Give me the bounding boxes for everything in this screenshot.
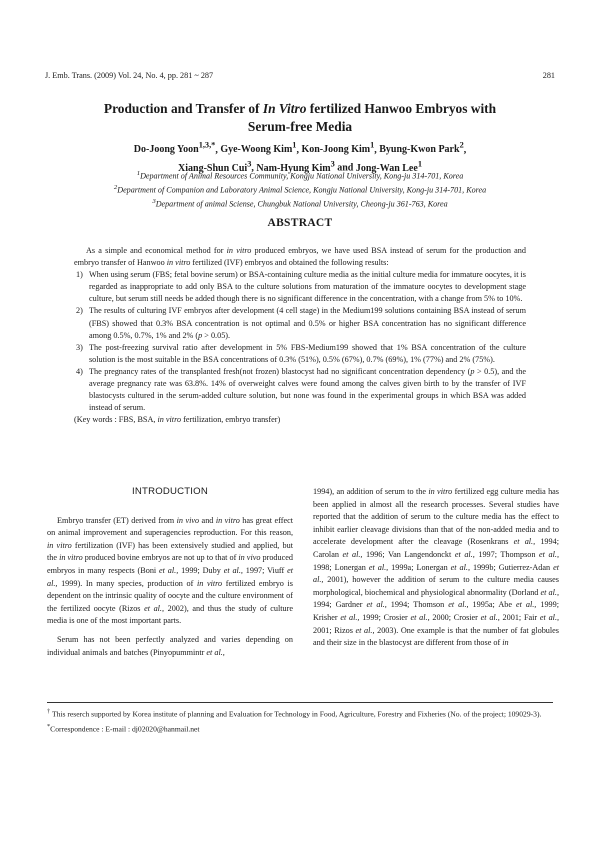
abstract-body bbox=[74, 245, 526, 426]
list-item: 1) When using serum (FBS; fetal bovine serum) or BSA-containing culture media as the initial culture media for immature oocytes, it is regarded as inappropriate to add only BSA to the culture solutions from maturation of the immature oocytes to development stage culture, but serum still needs be added though there is no significant difference in the concentration, with a change from 5% to 10%. bbox=[76, 270, 526, 304]
paper-title bbox=[40, 100, 560, 136]
list-item: 3) The post-freezing survival ratio after development in 5% FBS-Medium199 showed that 1% BSA concentration of the culture solution is the most suitable in the BSA concentrations of 0.3% (51%), 0.5% (67%), 0.7% (69%), 1% (77%) and 2% (75%). bbox=[76, 342, 526, 364]
author-conjunction: and bbox=[337, 162, 354, 174]
footnotes bbox=[47, 706, 553, 735]
author: Byung-Kwon Park$^2$ bbox=[379, 141, 464, 156]
title-part: Production and Transfer of bbox=[103, 101, 263, 116]
title-line-2: Serum-free Media bbox=[247, 119, 353, 134]
column-left bbox=[47, 486, 293, 665]
running-head bbox=[45, 71, 555, 80]
affiliation: $^2$Department of Companion and Laboratory Animal Science, Kongju National University, Kong-ju 314-701, Korea bbox=[113, 184, 487, 195]
author: Nam-Hyung Kim$^3$ bbox=[256, 159, 335, 174]
author: Gye-Woong Kim$^1$ bbox=[220, 141, 297, 156]
journal-citation: J. Emb. Trans. (2009) Vol. 24, No. 4, pp. 281 ~ 287 bbox=[45, 71, 214, 80]
affiliations bbox=[40, 168, 560, 211]
keywords: (Key words : FBS, BSA, in vitro fertilization, embryo transfer) bbox=[74, 415, 281, 425]
abstract-heading: ABSTRACT bbox=[267, 217, 333, 229]
list-item: 4) The pregnancy rates of the transplanted fresh(not frozen) blastocyst had no significant concentration dependency (p > 0.5), and the average pregnancy rate was 63.8%. 14% of overweight calves were found among the calves given birth to by the transfer of IVF blastocysts cultured in the serum-added culture solution, but none was found in the experimental groups in which BSA was added instead of serum. bbox=[76, 366, 526, 413]
author: Do-Joong Yoon$^{1,3,*}$ bbox=[133, 141, 216, 156]
column-right bbox=[313, 486, 559, 656]
footnote: † This reserch supported by Korea institute of planning and Evaluation for Technology in Food, Agriculture, Forestry and Fixheries (No. of the project; 109029-3). bbox=[47, 708, 542, 719]
paragraph: Embryo transfer (ET) derived from in vivo and in vitro has great effect on animal improvement and superagencies reproduction. For this reason, in vitro fertilization (IVF) has been extensively studied and applied, but the in vitro produced bovine embryos are not up to that of in vivo produced embryos in many respects (Boni et al., 1999; Duby et al., 1997; Viuff et al., 1999). In many species, production of in vitro fertilized embryo is dependent on the intrinsic quality of oocyte and the culture environment of the fertilized oocyte (Rizos et al., 2002), and thus the study of culture media is one of the most important parts. bbox=[47, 515, 293, 626]
paragraph: Serum has not been perfectly analyzed and varies depending on individual animals and batches (Pinyopummintr et al., bbox=[47, 634, 293, 657]
list-item: 2) The results of culturing IVF embryos after development (4 cell stage) in the Medium199 solutions containing BSA instead of serum (FBS) showed that 0.3% BSA concentration is not optimal and 0.5% or higher BSA concentration has no significant difference among 0.5%, 0.7%, 1% and 2% (p > 0.05). bbox=[76, 306, 526, 340]
author-list: Do-Joong Yoon$^{1,3,*}$, Gye-Woong Kim$^1$, Kon-Joong Kim$^1$, Byung-Kwon Park$^2$, Xiang-Shun Cui$^3$, Nam-Hyung Kim$^3$ and Jong-Wan Lee$^1$ bbox=[133, 141, 467, 174]
title-part: fertilized Hanwoo Embryos with bbox=[306, 101, 497, 116]
author: Xiang-Shun Cui$^3$ bbox=[178, 159, 252, 174]
author: Jong-Wan Lee$^1$ bbox=[355, 159, 422, 174]
section-heading-introduction: INTRODUCTION bbox=[132, 486, 208, 497]
title-italic-part: In Vitro bbox=[262, 101, 307, 116]
page-number: 281 bbox=[542, 71, 555, 80]
author: Kon-Joong Kim$^1$ bbox=[301, 141, 375, 156]
affiliation: $^3$Department of animal Sciense, Chungbuk National University, Cheong-ju 361-763, Korea bbox=[152, 198, 448, 210]
abstract-intro: As a simple and economical method for in vitro produced embryos, we have used BSA instead of serum for the production and embryo transfer of Hanwoo in vitro fertilized (IVF) embryos and obtained the following results: bbox=[74, 246, 526, 268]
affiliation: $^1$Department of Animal Resources Community, Kongju National University, Kong-ju 314-701, Korea bbox=[136, 170, 464, 181]
paragraph: 1994), an addition of serum to the in vitro fertilized egg culture media has been applied in almost all the research processes. Several studies have reported that the addition of serum to the culture media has the effect to inhibit earlier cleavage divisions than that of the non-added media and to accelerate development after the cleavage (Rosenkrans et al., 1994; Carolan et al., 1996; Van Langendonckt et al., 1997; Thompson et al., 1998; Lonergan et al., 1999a; Lonergan et al., 1999b; Gutierrez-Adan et al., 2001), however the addition of serum to the culture media causes morphological, biochemical and physiological abnormality (Dorland et al., 1994; Gardner et al., 1994; Thomson et al., 1995a; Abe et al., 1999; Krisher et al., 1999; Crosier et al., 2000; Crosier et al., 2001; Fair et al., 2001; Rizos et al., 2003). One example is that the number of fat globules and their size in the blastocyst are different from those of in bbox=[313, 487, 560, 648]
footnote: *Correspondence : E-mail : dj02020@hanmail.net bbox=[47, 722, 200, 734]
footnote-divider bbox=[47, 702, 553, 703]
results-list bbox=[74, 269, 526, 414]
